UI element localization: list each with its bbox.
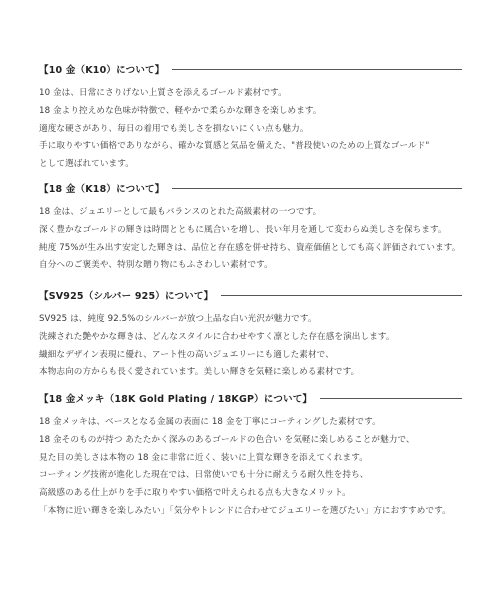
body-line: 深く豊かなゴールドの輝きは時間とともに風合いを増し、長い年月を通して変わらぬ美しさを保ちます。 — [39, 224, 447, 235]
body-line: 18 金メッキは、ベースとなる金属の表面に 18 金を丁寧にコーティングした素材です。 — [39, 417, 381, 427]
section-title-k18: 【18 金（K18）について】 — [39, 184, 165, 195]
section-header — [39, 287, 462, 303]
body-line: SV925 は、純度 92.5%のシルバーが放つ上品な白い光沢が魅力です。 — [39, 314, 317, 324]
body-line: 高級感のある仕上がりを手に取りやすい価格で叶えられる点も大きなメリット。 — [39, 488, 351, 499]
section-divider — [320, 398, 462, 399]
body-line: 18 金そのものが持つ あたたかく深みのあるゴールドの色合い を気軽に楽しめることが魅力で、 — [39, 434, 415, 445]
body-line: 本物志向の方からも長く愛されています。美しい輝きを気軽に楽しめる素材です。 — [39, 367, 360, 378]
section-18kgp — [39, 390, 462, 521]
body-line: 洗練された艶やかな輝きは、どんなスタイルに合わせやすく凛とした存在感を演出します。 — [39, 331, 395, 342]
body-line: 繊細なデザイン表現に優れ、アート性の高いジュエリーにも適した素材で、 — [39, 349, 334, 360]
section-divider — [172, 69, 462, 70]
body-line: 見た目の美しさは本物の 18 金に非常に近く、装いに上質な輝きを添えてくれます。 — [39, 452, 368, 463]
section-k18 — [39, 180, 462, 275]
section-body-k10 — [39, 85, 462, 174]
body-line: 適度な硬さがあり、毎日の着用でも美しさを損ないにくい点も魅力。 — [39, 123, 309, 134]
section-header — [39, 390, 462, 406]
body-line: コーティング技術が進化した現在では、日常使いでも十分に耐えうる耐久性を持ち、 — [39, 470, 369, 481]
body-line: 18 金より控えめな色味が特徴で、軽やかで柔らかな輝きを楽しめます。 — [39, 105, 322, 116]
section-divider — [172, 188, 462, 189]
section-header — [39, 61, 462, 77]
section-body-k18 — [39, 204, 462, 275]
body-line: 純度 75%が生み出す安定した輝きは、品位と存在感を併せ持ち、資産価値としても高く評価されています。 — [39, 242, 461, 253]
section-k10 — [39, 61, 462, 174]
body-line: 10 金は、日常にさりげない上質さを添えるゴールド素材です。 — [39, 88, 287, 98]
body-line: 18 金は、ジュエリーとして最もバランスのとれた高級素材の一つです。 — [39, 207, 322, 217]
section-title-k10: 【10 金（K10）について】 — [39, 65, 165, 76]
section-title-18kgp: 【18 金メッキ（18K Gold Plating / 18KGP）について】 — [39, 394, 313, 405]
body-line: として選ばれています。 — [39, 159, 134, 170]
section-title-sv925: 【SV925（シルバー 925）について】 — [39, 291, 214, 302]
section-sv925 — [39, 287, 462, 382]
body-line: 自分へのご褒美や、特別な贈り物にもふさわしい素材です。 — [39, 260, 273, 271]
section-body-18kgp — [39, 414, 462, 521]
body-line: 「本物に近い輝きを楽しみたい」「気分やトレンドに合わせてジュエリーを選びたい」方におすすめです。 — [39, 505, 451, 516]
body-line: 手に取りやすい価格でありながら、確かな質感と気品を備えた、"普段使いのための上質なゴールド" — [39, 141, 430, 152]
section-body-sv925 — [39, 311, 462, 382]
section-header — [39, 180, 462, 196]
section-divider — [221, 295, 462, 296]
